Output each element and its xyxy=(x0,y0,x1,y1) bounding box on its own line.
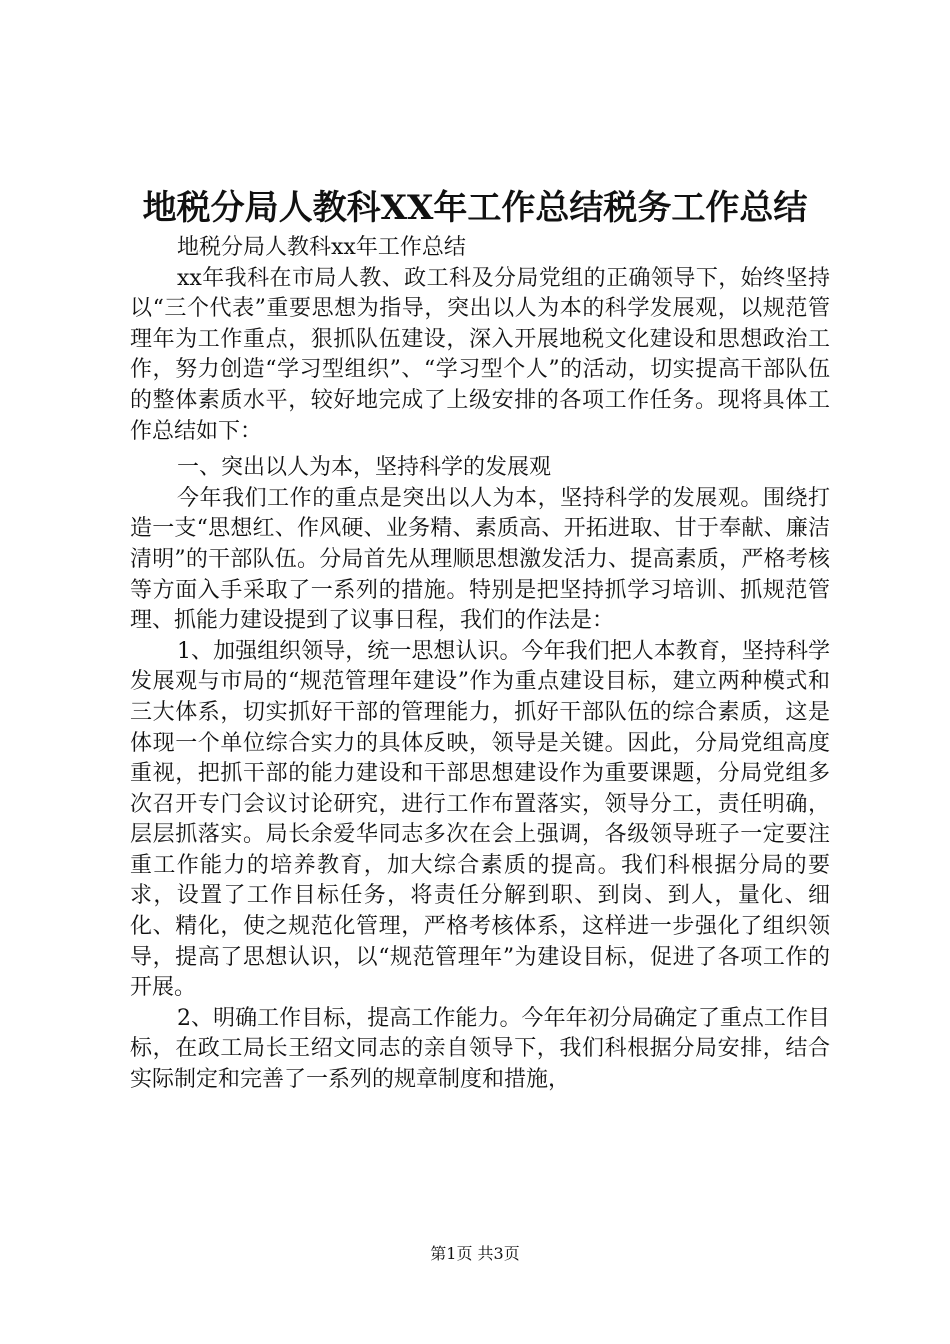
paragraph-item-2: 2、明确工作目标，提高工作能力。今年年初分局确定了重点工作目标，在政工局长王绍文同志的亲自领导下，我们科根据分局安排，结合实际制定和完善了一系列的规章制度和措施， xyxy=(130,1005,830,1093)
document-body xyxy=(130,233,830,1096)
document-title: 地税分局人教科XX年工作总结税务工作总结 xyxy=(142,188,808,228)
document-subtitle: 地税分局人教科xx年工作总结 xyxy=(177,235,466,260)
paragraph-item-1: 1、加强组织领导，统一思想认识。今年我们把人本教育，坚持科学发展观与市局的“规范管理年建设”作为重点建设目标，建立两种模式和三大体系，切实抓好干部的管理能力，抓好干部队伍的综合素质，这是体现一个单位综合实力的具体反映，领导是关键。因此，分局党组高度重视，把抓干部的能力建设和干部思想建设作为重要课题，分局党组多次召开专门会议讨论研究，进行工作布置落实，领导分工，责任明确，层层抓落实。局长余爱华同志多次在会上强调，各级领导班子一定要注重工作能力的培养教育，加大综合素质的提高。我们科根据分局的要求，设置了工作目标任务，将责任分解到职、到岗、到人，量化、细化、精化，使之规范化管理，严格考核体系，这样进一步强化了组织领导，提高了思想认识，以“规范管理年”为建设目标，促进了各项工作的开展。 xyxy=(130,638,830,1001)
paragraph-intro: xx年我科在市局人教、政工科及分局党组的正确领导下，始终坚持以“三个代表”重要思想为指导，突出以人为本的科学发展观，以规范管理年为工作重点，狠抓队伍建设，深入开展地税文化建设和思想政治工作，努力创造“学习型组织”、“学习型个人”的活动，切实提高干部队伍的整体素质水平，较好地完成了上级安排的各项工作任务。现将具体工作总结如下： xyxy=(130,265,830,444)
section-heading-1: 一、突出以人为本，坚持科学的发展观 xyxy=(177,455,552,481)
paragraph-section-1: 今年我们工作的重点是突出以人为本，坚持科学的发展观。围绕打造一支“思想红、作风硬、业务精、素质高、开拓进取、甘于奉献、廉洁清明”的干部队伍。分局首先从理顺思想激发活力、提高素质，严格考核等方面入手采取了一系列的措施。特别是把坚持抓学习培训、抓规范管理、抓能力建设提到了议事日程，我们的作法是： xyxy=(130,485,830,634)
page-footer: 第1页 共3页 xyxy=(430,1244,520,1263)
